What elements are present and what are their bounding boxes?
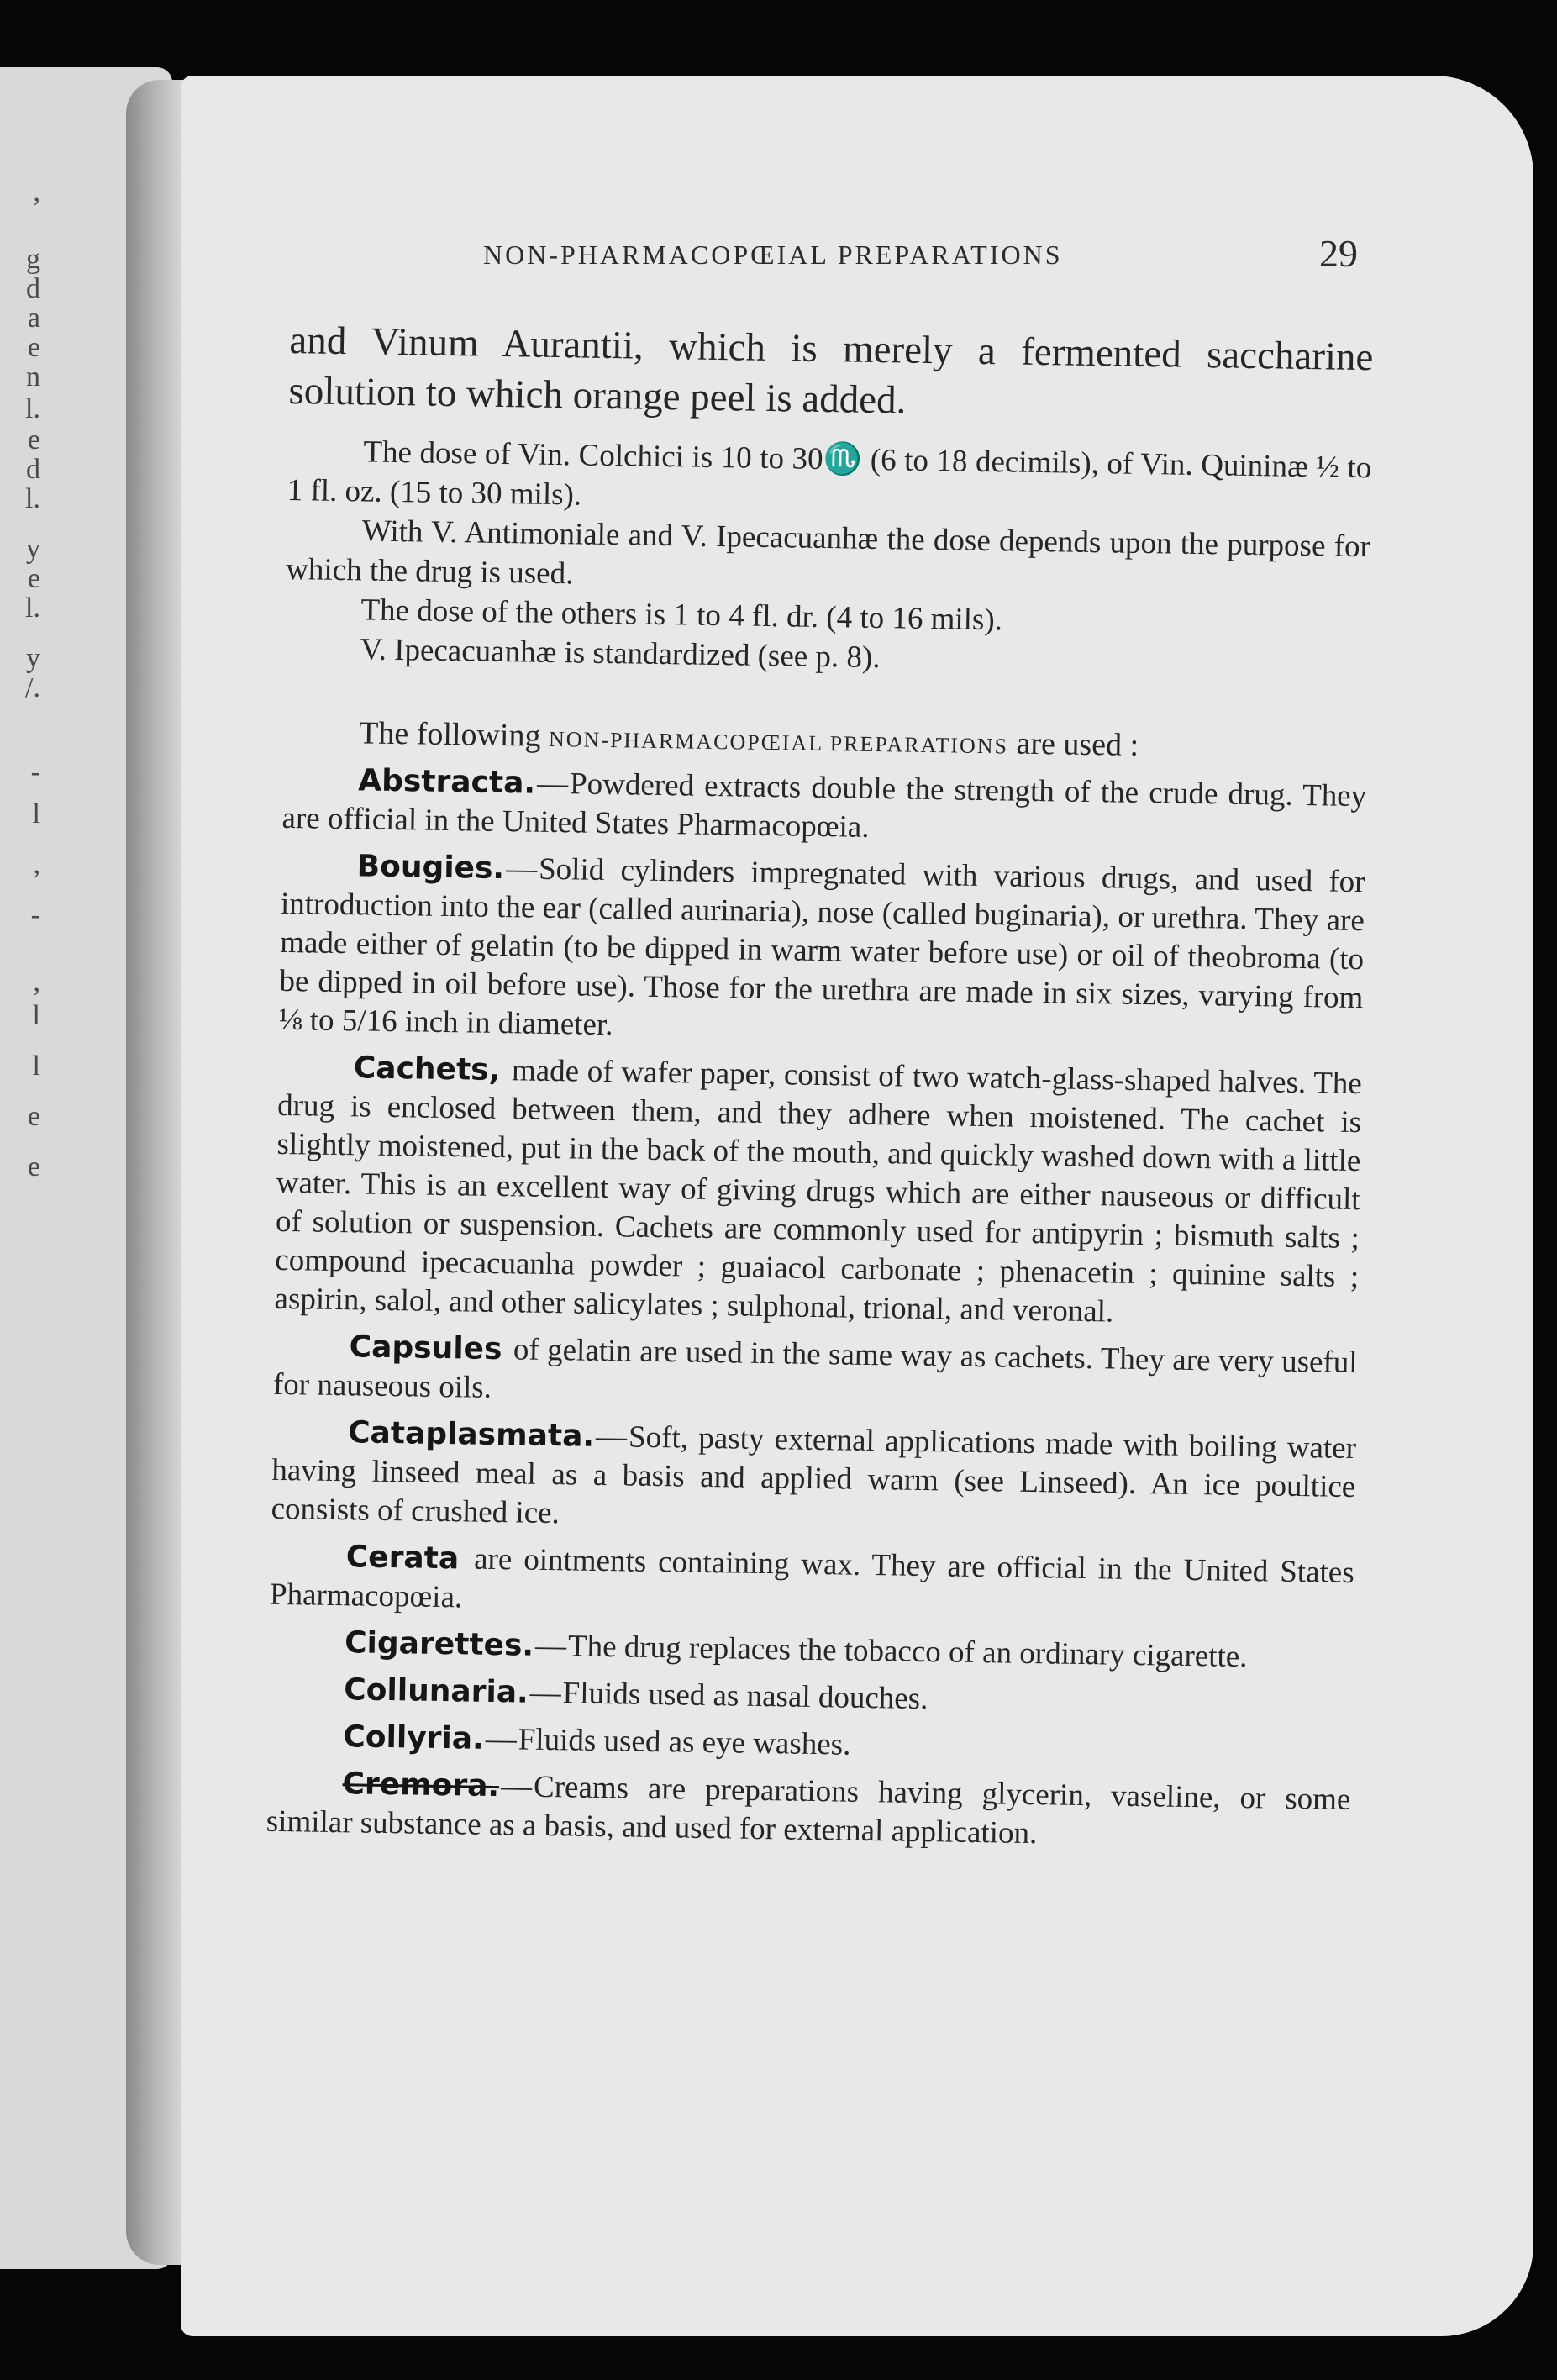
left-page-edge-text — [0, 67, 50, 2269]
dose-paragraph: The dose of the others is 1 to 4 fl. dr. (4 to 16 mils). — [360, 592, 1003, 638]
left-page-edge-char: l. — [25, 592, 40, 624]
left-page-edge-char: e — [27, 563, 40, 594]
entry-term: Cataplasmata. — [347, 1415, 595, 1454]
left-page-edge-char: - — [30, 899, 40, 930]
entry-term: Cachets, — [353, 1050, 501, 1088]
left-page-edge-char: l. — [25, 483, 40, 514]
entries-list — [266, 761, 1366, 1858]
entry-text: Fluids used as nasal douches. — [562, 1676, 928, 1717]
entry-text: Creams are preparations having glycerin, vaseline, or some similar substance as a basis, and used for external application. — [266, 1769, 1351, 1851]
entry — [273, 1327, 1358, 1421]
entry-separator: — — [595, 1419, 628, 1455]
entry-term: Abstracta. — [357, 763, 536, 801]
entry-text: Powdered extracts double the strength of the crude drug. They are official in the United States Pharmacopœia. — [281, 766, 1367, 845]
left-page-edge-char: - — [30, 756, 40, 787]
left-page-edge-char: g — [26, 244, 40, 275]
entry-term: Cigarettes. — [344, 1625, 534, 1663]
entry-term: Cremora. — [342, 1767, 500, 1804]
left-page-edge-char: , — [33, 849, 40, 880]
entry-term: Capsules — [349, 1330, 502, 1367]
dose-paragraph: V. Ipecacuanhæ is standardized (see p. 8). — [360, 632, 881, 676]
left-page-edge-char: y — [26, 534, 40, 565]
entry-separator — [502, 1053, 510, 1087]
right-page — [181, 76, 1533, 2336]
intro-smallcaps: NON-PHARMACOPŒIAL PREPARATIONS — [548, 726, 1009, 759]
left-page-edge-char: , — [33, 966, 40, 998]
page-number: 29 — [1319, 232, 1358, 275]
left-page-edge-char: /. — [25, 672, 40, 703]
entry-term: Collunaria. — [343, 1672, 529, 1710]
entry-term: Bougies. — [356, 849, 505, 887]
left-page-edge-char: e — [27, 1101, 40, 1132]
left-page-edge-char: d — [26, 273, 40, 304]
entry-text: are ointments containing wax. They are official in the United States Pharmacopœia. — [269, 1541, 1354, 1615]
left-page-edge-char: l — [32, 1050, 40, 1082]
left-page-edge-char: , — [33, 176, 40, 208]
entry-separator: — — [534, 1628, 567, 1664]
intro-after: are used : — [1016, 725, 1139, 763]
page-content — [266, 231, 1374, 1851]
entry — [274, 1048, 1362, 1335]
entry — [271, 1413, 1356, 1545]
entry — [269, 1623, 1354, 1678]
entry-separator: — — [529, 1675, 562, 1711]
entry-separator: — — [500, 1769, 533, 1804]
entry-separator: — — [485, 1721, 518, 1757]
entry — [266, 1764, 1350, 1858]
left-page-edge-char: e — [27, 1151, 40, 1182]
entry-text: made of wafer paper, consist of two watch-glass-shaped halves. The drug is enclosed between them, and they adhere when moistened. The cachet is slightly moistened, put in the back of the mouth, and quickly washed down with a little water. This is an excellent way of giving drugs which are either nauseous or difficult of solution or suspension. Cachets are commonly used for antipyrin ; bismuth salts ; compound ipecacuanha powder ; guaiacol carbonate ; phenacetin ; quinine salts ; aspirin, salol, and other salicylates ; sulphonal, trional, and veronal. — [274, 1053, 1363, 1330]
left-page-edge-char: l. — [25, 393, 40, 424]
left-page-edge-char: e — [27, 424, 40, 455]
body-text — [266, 315, 1373, 1858]
left-page-edge-char: l — [32, 1000, 40, 1031]
left-page-edge-char: a — [27, 303, 40, 334]
entry — [281, 761, 1366, 855]
intro-before: The following — [358, 715, 541, 754]
entry-text: The drug replaces the tobacco of an ordinary cigarette. — [567, 1629, 1248, 1675]
entry-separator — [460, 1541, 473, 1576]
entry-text: of gelatin are used in the same way as cachets. They are very useful for nauseous oils. — [272, 1332, 1358, 1405]
entry-text: Soft, pasty external applications made with boiling water having linseed meal as a basis and applied warm (see Linseed). An ice poultice consists of crushed ice. — [271, 1419, 1357, 1531]
entry-text: Solid cylinders impregnated with various drugs, and used for introduction into the ear (called aurinaria), nose (called buginaria), or urethra. They are made either of gelatin (to be dipped in warm water before use) or oil of theobroma (to be dipped in oil before use). Those for the urethra are made in six sizes, varying from ⅛ to 5/16 inch in diameter. — [278, 851, 1365, 1043]
dose-paragraph: The dose of Vin. Colchici is 10 to 30♏ (6 to 18 decimils), of Vin. Quininæ ½ to 1 fl. oz. (15 to 30 mils). — [287, 434, 1372, 513]
dose-paragraph: With V. Antimoniale and V. Ipecacuanhæ the dose depends upon the purpose for which the drug is used. — [285, 513, 1371, 592]
entry-text: Fluids used as eye washes. — [518, 1722, 851, 1762]
page-header — [290, 231, 1374, 282]
entry — [268, 1670, 1353, 1725]
entry-term: Collyria. — [343, 1719, 485, 1756]
entry — [267, 1717, 1352, 1772]
left-page-edge-char: l — [32, 798, 40, 829]
entry — [278, 846, 1365, 1056]
running-head: NON-PHARMACOPŒIAL PREPARATIONS — [483, 240, 1063, 270]
left-page-edge-char: n — [26, 361, 40, 392]
entry — [270, 1537, 1354, 1631]
left-page-edge-char: e — [27, 332, 40, 363]
lead-paragraph: and Vinum Aurantii, which is merely a fermented saccharine solution to which orange peel is added. — [288, 318, 1374, 423]
left-page-edge-char: y — [26, 643, 40, 674]
entry-separator — [503, 1332, 512, 1366]
entry-term: Cerata — [345, 1540, 460, 1577]
entry-separator: — — [536, 766, 569, 802]
left-page-edge-char: d — [26, 454, 40, 485]
entry-separator: — — [505, 851, 538, 887]
